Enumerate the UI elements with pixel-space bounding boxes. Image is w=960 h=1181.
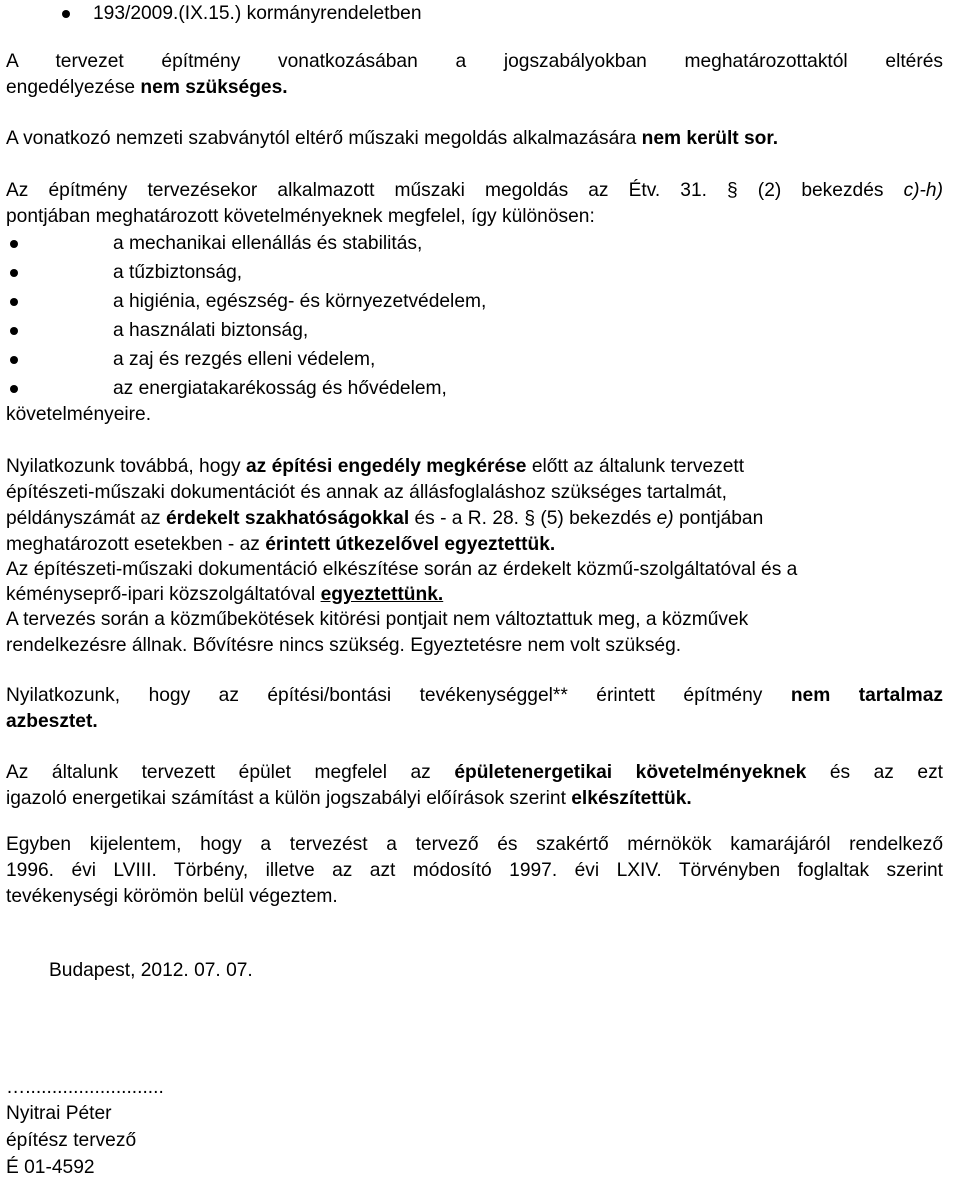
- signature-dots: …..........................: [6, 1077, 164, 1098]
- bullet-icon: [62, 10, 70, 18]
- statement-line-2: 1996. évi LVIII. Törbény, illetve az azt módosító 1997. évi LXIV. Törvényben foglaltak szerint: [6, 860, 943, 881]
- asbestos-line-1: Nyilatkozunk, hogy az építési/bontási tevékenységgel** érintett építmény nem tartalmaz: [6, 685, 943, 706]
- declaration-line-7: A tervezés során a közműbekötések kitörési pontjait nem változtattuk meg, a közművek: [6, 609, 749, 630]
- paragraph-deviation-line-2: engedélyezése nem szükséges.: [6, 77, 288, 98]
- bullet-icon: [10, 240, 18, 248]
- statement-line-1: Egyben kijelentem, hogy a tervezést a tervező és szakértő mérnökök kamarájáról rendelkező: [6, 834, 943, 855]
- regulation-reference: 193/2009.(IX.15.) kormányrendeletben: [93, 3, 422, 24]
- paragraph-requirements-line-2: pontjában meghatározott követelményeknek megfelel, így különösen:: [6, 206, 595, 227]
- declaration-line-4: meghatározott esetekben - az érintett útkezelővel egyeztettük.: [6, 534, 556, 555]
- paragraph-standard: A vonatkozó nemzeti szabványtól eltérő műszaki megoldás alkalmazására nem került sor.: [6, 128, 779, 149]
- requirement-item: az energiatakarékosság és hővédelem,: [113, 378, 447, 399]
- declaration-line-6: kéményseprő-ipari közszolgáltatóval egyeztettünk.: [6, 584, 444, 605]
- place-date: Budapest, 2012. 07. 07.: [49, 960, 253, 981]
- bullet-icon: [10, 327, 18, 335]
- bullet-icon: [10, 269, 18, 277]
- requirement-item: a használati biztonság,: [113, 320, 309, 341]
- declaration-line-8: rendelkezésre állnak. Bővítésre nincs szükség. Egyeztetésre nem volt szükség.: [6, 635, 682, 656]
- paragraph-requirements-line-1: Az építmény tervezésekor alkalmazott műszaki megoldás az Étv. 31. § (2) bekezdés c)-h): [6, 180, 943, 201]
- declaration-line-5: Az építészeti-műszaki dokumentáció elkészítése során az érdekelt közmű-szolgáltatóval és a: [6, 559, 798, 580]
- requirement-item: a mechanikai ellenállás és stabilitás,: [113, 233, 423, 254]
- declaration-line-2: építészeti-műszaki dokumentációt és annak az állásfoglaláshoz szükséges tartalmát,: [6, 482, 727, 503]
- declaration-line-3: példányszámát az érdekelt szakhatóságokkal és - a R. 28. § (5) bekezdés e) pontjában: [6, 508, 764, 529]
- requirements-end: követelményeire.: [6, 404, 152, 425]
- asbestos-line-2: azbesztet.: [6, 711, 98, 732]
- bullet-icon: [10, 298, 18, 306]
- energy-line-2: igazoló energetikai számítást a külön jogszabályi előírások szerint elkészítettük.: [6, 788, 692, 809]
- requirement-item: a higiénia, egészség- és környezetvédelem,: [113, 291, 487, 312]
- bullet-icon: [10, 385, 18, 393]
- signer-registration: É 01-4592: [6, 1157, 95, 1178]
- requirement-item: a tűzbiztonság,: [113, 262, 243, 283]
- requirement-item: a zaj és rezgés elleni védelem,: [113, 349, 376, 370]
- declaration-line-1: Nyilatkozunk továbbá, hogy az építési engedély megkérése előtt az általunk tervezett: [6, 456, 745, 477]
- energy-line-1: Az általunk tervezett épület megfelel az épületenergetikai követelményeknek és az ezt: [6, 762, 943, 783]
- paragraph-deviation-line-1: A tervezet építmény vonatkozásában a jogszabályokban meghatározottaktól eltérés: [6, 51, 943, 72]
- signer-title: építész tervező: [6, 1130, 137, 1151]
- signer-name: Nyitrai Péter: [6, 1103, 112, 1124]
- bullet-icon: [10, 356, 18, 364]
- statement-line-3: tevékenységi körömön belül végeztem.: [6, 886, 338, 907]
